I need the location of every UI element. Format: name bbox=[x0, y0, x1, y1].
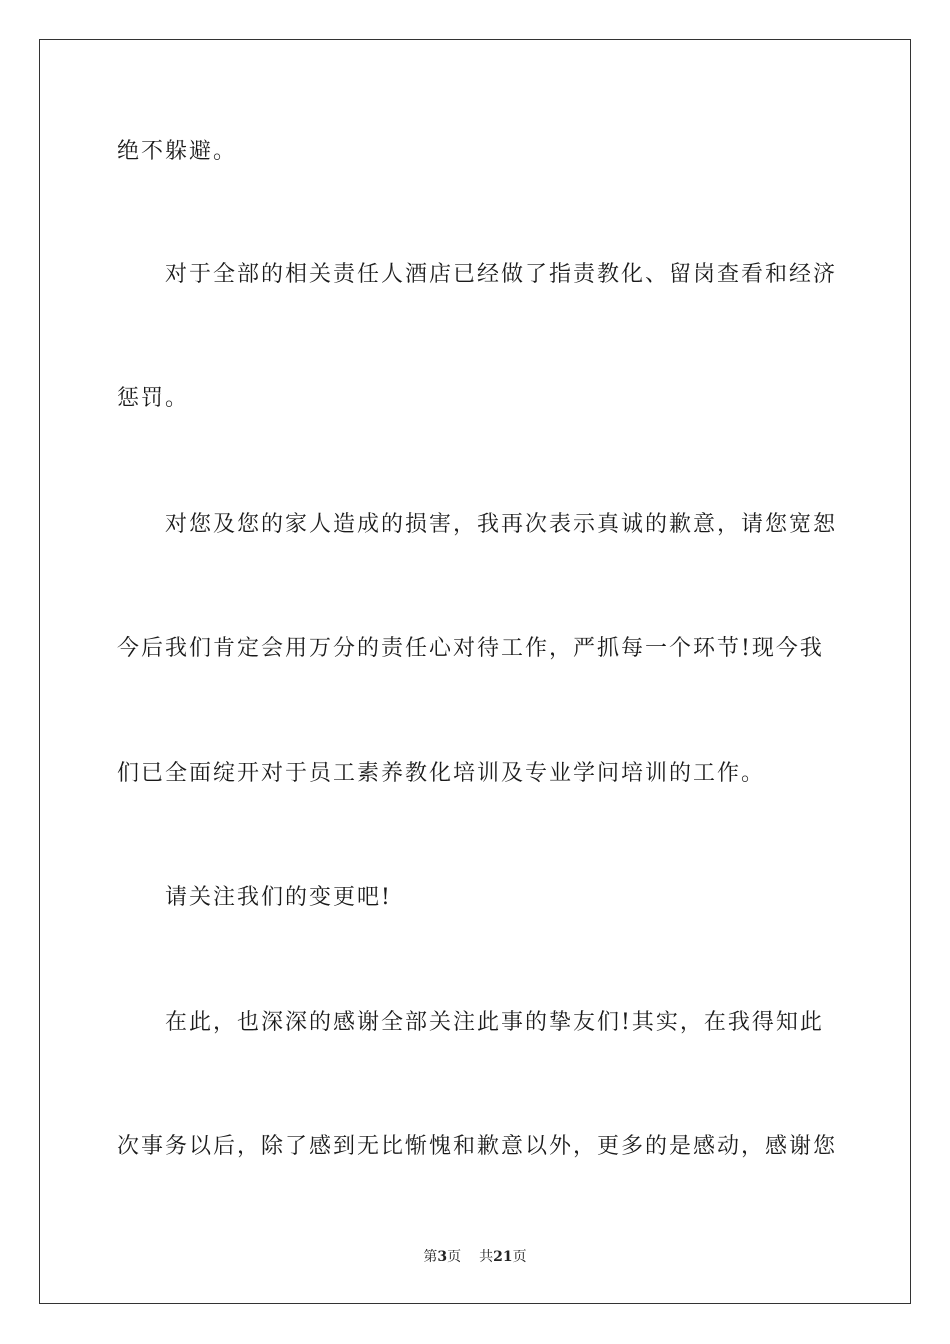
page-number: 3 bbox=[437, 1249, 448, 1265]
paragraph-line: 对于全部的相关责任人酒店已经做了指责教化、留岗查看和经济 bbox=[165, 262, 838, 287]
paragraph-line: 对您及您的家人造成的损害，我再次表示真诚的歉意，请您宽恕 bbox=[165, 512, 838, 537]
total-pages: 21 bbox=[493, 1249, 513, 1265]
page-border bbox=[39, 39, 911, 1304]
paragraph-line: 在此，也深深的感谢全部关注此事的挚友们!其实，在我得知此 bbox=[165, 1010, 824, 1035]
text-line: 次事务以后，除了感到无比惭愧和歉意以外，更多的是感动，感谢您 bbox=[117, 1134, 838, 1159]
text-line: 惩罚。 bbox=[117, 386, 190, 411]
total-suffix: 页 bbox=[512, 1249, 527, 1265]
text-line: 们已全面绽开对于员工素养教化培训及专业学问培训的工作。 bbox=[117, 761, 766, 786]
page-footer bbox=[0, 1248, 950, 1266]
total-prefix: 共 bbox=[479, 1249, 494, 1265]
page-suffix: 页 bbox=[447, 1249, 462, 1265]
text-line: 绝不躲避。 bbox=[117, 139, 238, 164]
page-prefix: 第 bbox=[423, 1249, 438, 1265]
paragraph-line: 请关注我们的变更吧! bbox=[165, 885, 392, 910]
text-line: 今后我们肯定会用万分的责任心对待工作，严抓每一个环节!现今我 bbox=[117, 636, 824, 661]
